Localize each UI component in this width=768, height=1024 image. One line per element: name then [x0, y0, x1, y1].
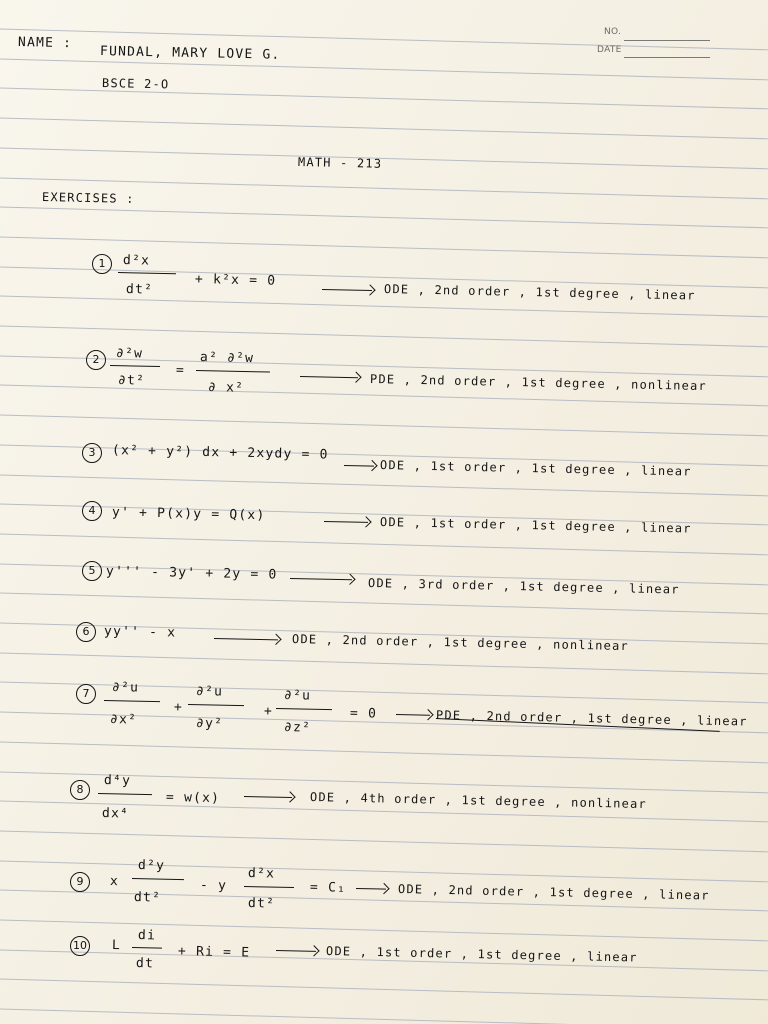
answer: ODE , 3rd order , 1st degree , linear: [367, 576, 680, 597]
eq-rest: + Ri = E: [177, 944, 251, 961]
eq-numerator-2: ∂²u: [195, 684, 224, 700]
exercise-number: 5: [82, 561, 102, 581]
answer: ODE , 4th order , 1st degree , nonlinear: [309, 790, 648, 812]
fraction-bar: [110, 365, 160, 367]
exercise-number: 7: [76, 684, 96, 704]
ruled-line: [0, 652, 768, 675]
ruled-line: [0, 830, 768, 853]
answer: ODE , 1st order , 1st degree , linear: [325, 944, 638, 965]
ruled-line: [0, 978, 768, 1001]
arrow-icon: [290, 578, 352, 580]
eq-denominator-3: ∂z²: [283, 720, 312, 736]
arrow-icon: [214, 638, 278, 640]
eq-denominator: ∂t²: [117, 373, 146, 389]
eq-denominator: dt²: [133, 890, 162, 906]
eq-numerator: d⁴y: [103, 773, 132, 789]
fraction-bar: [98, 793, 152, 795]
eq-plus-2: +: [263, 704, 274, 720]
ruled-line: [0, 325, 768, 348]
eq-numerator: ∂²w: [115, 346, 144, 362]
exercise-number: 10: [70, 936, 90, 956]
ruled-line: [0, 236, 768, 259]
exercise-number: 6: [76, 622, 96, 642]
fraction-bar: [132, 947, 162, 949]
fraction-bar: [196, 370, 270, 373]
eq-denominator-2: ∂y²: [195, 716, 224, 732]
ruled-line: [0, 741, 768, 764]
answer: ODE , 2nd order , 1st degree , linear: [383, 282, 696, 303]
answer: PDE , 2nd order , 1st degree , linear: [435, 708, 748, 729]
answer: ODE , 2nd order , 1st degree , nonlinear: [291, 632, 630, 654]
fraction-bar: [188, 704, 244, 706]
eq-numerator: ∂²u: [111, 680, 140, 696]
arrow-icon: [276, 950, 316, 952]
ruled-line: [0, 87, 768, 110]
eq-rest: + k²x = 0: [194, 272, 277, 289]
eq-denominator-2: ∂ x²: [207, 380, 245, 396]
arrow-icon: [244, 796, 292, 798]
ruled-line: [0, 206, 768, 229]
arrow-icon: [344, 465, 374, 467]
exercise-number: 9: [70, 872, 90, 892]
section: BSCE 2-O: [101, 76, 170, 92]
eq-numerator-2: d²x: [247, 866, 276, 882]
exercise-number: 2: [86, 350, 106, 370]
arrow-icon: [396, 714, 430, 716]
equation: yy'' - x: [103, 624, 177, 641]
exercise-number: 4: [82, 501, 102, 521]
eq-prefix: x: [109, 874, 120, 890]
date-line: [624, 57, 710, 58]
eq-rest: = C₁: [309, 880, 347, 896]
equation: (x² + y²) dx + 2xydy = 0: [111, 443, 329, 463]
eq-denominator: dx⁴: [101, 806, 130, 822]
date-label: DATE: [597, 45, 622, 55]
eq-numerator-3: ∂²u: [283, 688, 312, 704]
fraction-bar: [132, 878, 184, 880]
arrow-icon: [324, 521, 368, 523]
student-name: FUNDAL, MARY LOVE G.: [99, 44, 281, 63]
ruled-line: [0, 414, 768, 437]
ruled-line: [0, 533, 768, 556]
arrow-icon: [322, 289, 372, 291]
eq-denominator: dt: [135, 956, 155, 972]
eq-rest: = w(x): [165, 790, 221, 807]
answer: ODE , 2nd order , 1st degree , linear: [397, 882, 710, 903]
exercise-number: 1: [92, 254, 112, 274]
eq-numerator: d²x: [122, 253, 151, 269]
name-label: NAME :: [17, 35, 73, 52]
eq-prefix: L: [111, 938, 122, 954]
arrow-icon: [356, 888, 386, 890]
eq-numerator: d²y: [137, 858, 166, 874]
answer: ODE , 1st order , 1st degree , linear: [379, 458, 692, 479]
answer: PDE , 2nd order , 1st degree , nonlinear: [369, 372, 708, 394]
eq-denominator: ∂x²: [109, 712, 138, 728]
subject-title: MATH - 213: [297, 155, 383, 171]
answer: ODE , 1st order , 1st degree , linear: [379, 515, 692, 536]
no-label: NO.: [604, 27, 622, 37]
ruled-line: [0, 117, 768, 140]
eq-minus-y: - y: [199, 878, 228, 894]
eq-rest: = 0: [349, 706, 378, 722]
eq-plus: +: [173, 700, 184, 716]
eq-denominator: dt²: [125, 282, 154, 298]
no-line: [624, 40, 710, 41]
exercise-number: 3: [82, 443, 102, 463]
ruled-line: [0, 147, 768, 170]
eq-numerator: di: [137, 928, 157, 944]
arrow-icon: [300, 376, 358, 378]
ruled-line: [0, 1008, 768, 1024]
fraction-bar: [104, 700, 160, 702]
eq-numerator-2: a² ∂²w: [199, 350, 255, 367]
fraction-bar: [118, 272, 176, 274]
fraction-bar: [276, 708, 332, 710]
exercises-heading: EXERCISES :: [41, 190, 135, 206]
eq-denominator-2: dt²: [247, 896, 276, 912]
eq-equals: =: [175, 363, 186, 379]
fraction-bar: [244, 886, 294, 888]
exercise-number: 8: [70, 780, 90, 800]
equation: y''' - 3y' + 2y = 0: [105, 564, 278, 583]
equation: y' + P(x)y = Q(x): [111, 505, 266, 524]
